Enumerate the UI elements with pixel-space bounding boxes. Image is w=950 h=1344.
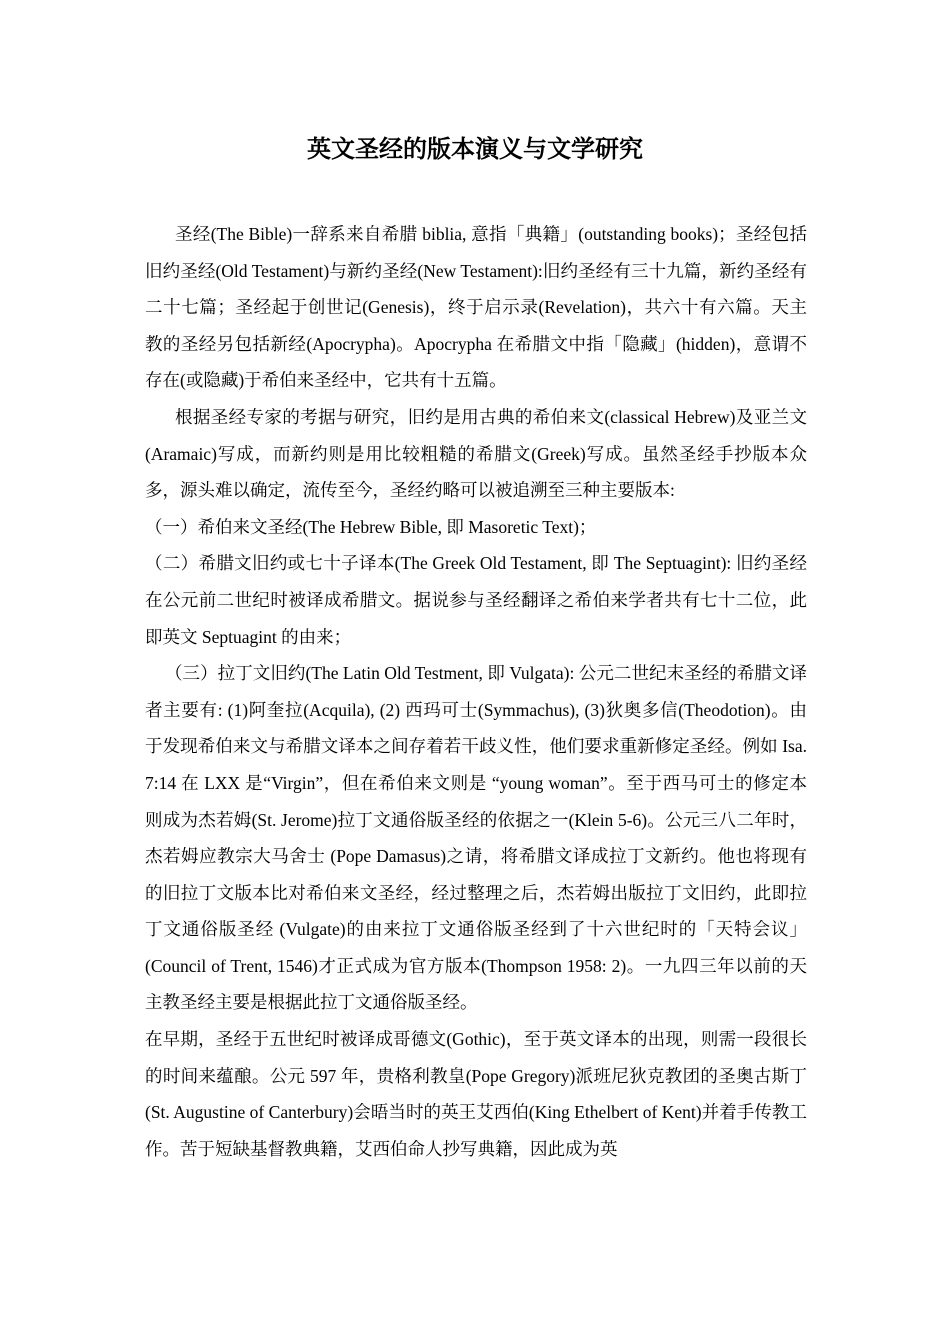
list-item-vulgata: （三）拉丁文旧约(The Latin Old Testment, 即 Vulgata): 公元二世纪末圣经的希腊文译者主要有: (1)阿奎拉(Acquila), (2) 西玛可士(Symmachus), (3)狄奥多信(Theodotion)。由于发现希伯来文与希腊文译本之间存着若干歧义性，他们要求重新修定圣经。例如 Isa. 7:14 在 LXX 是“Virgin”，但在希伯来文则是 “young woman”。至于西马可士的修定本则成为杰若姆(St. Jerome)拉丁文通俗版圣经的依据之一(Klein 5-6)。公元三八二年时，杰若姆应教宗大马舍士 (Pope Damasus)之请，将希腊文译成拉丁文新约。他也将现有的旧拉丁文版本比对希伯来文圣经，经过整理之后，杰若姆出版拉丁文旧约，此即拉丁文通俗版圣经 (Vulgate)的由来拉丁文通俗版圣经到了十六世纪时的「天特会议」(Council of Trent, 1546)才正式成为官方版本(Thompson 1958: 2)。一九四三年以前的天主教圣经主要是根据此拉丁文通俗版圣经。 xyxy=(145,663,807,1013)
document-title: 英文圣经的版本演义与文学研究 xyxy=(307,134,643,163)
paragraph-early-english: 在早期，圣经于五世纪时被译成哥德文(Gothic)，至于英文译本的出现，则需一段很长的时间来蕴酿。公元 597 年，贵格利教皇(Pope Gregory)派班尼狄克教团的圣奥古斯丁(St. Augustine of Canterbury)会晤当时的英王艾西伯(King Ethelbert of Kent)并着手传教工作。苦于短缺基督教典籍，艾西伯命人抄写典籍，因此成为英 xyxy=(145,1029,807,1159)
list-item-hebrew-bible: （一）希伯来文圣经(The Hebrew Bible, 即 Masoretic Text)； xyxy=(145,516,597,537)
document-body xyxy=(145,216,807,1167)
paragraph-versions: 根据圣经专家的考据与研究，旧约是用古典的希伯来文(classical Hebrew)及亚兰文(Aramaic)写成，而新约则是用比较粗糙的希腊文(Greek)写成。虽然圣经手抄版本众多，源头难以确定，流传至今，圣经约略可以被追溯至三种主要版本: xyxy=(145,406,807,501)
paragraph-intro: 圣经(The Bible)一辞系来自希腊 biblia, 意指「典籍」(outstanding books)；圣经包括旧约圣经(Old Testament)与新约圣经(New Testament):旧约圣经有三十九篇，新约圣经有二十七篇；圣经起于创世记(Genesis)，终于启示录(Revelation)，共六十有六篇。天主教的圣经另包括新经(Apocrypha)。Apocrypha 在希腊文中指「隐藏」(hidden)，意谓不存在(或隐藏)于希伯来圣经中，它共有十五篇。 xyxy=(145,224,807,391)
list-item-septuagint: （二）希腊文旧约或七十子译本(The Greek Old Testament, 即 The Septuagint): 旧约圣经在公元前二世纪时被译成希腊文。据说参与圣经翻译之希伯来学者共有七十二位，此即英文 Septuagint 的由来； xyxy=(145,553,807,647)
